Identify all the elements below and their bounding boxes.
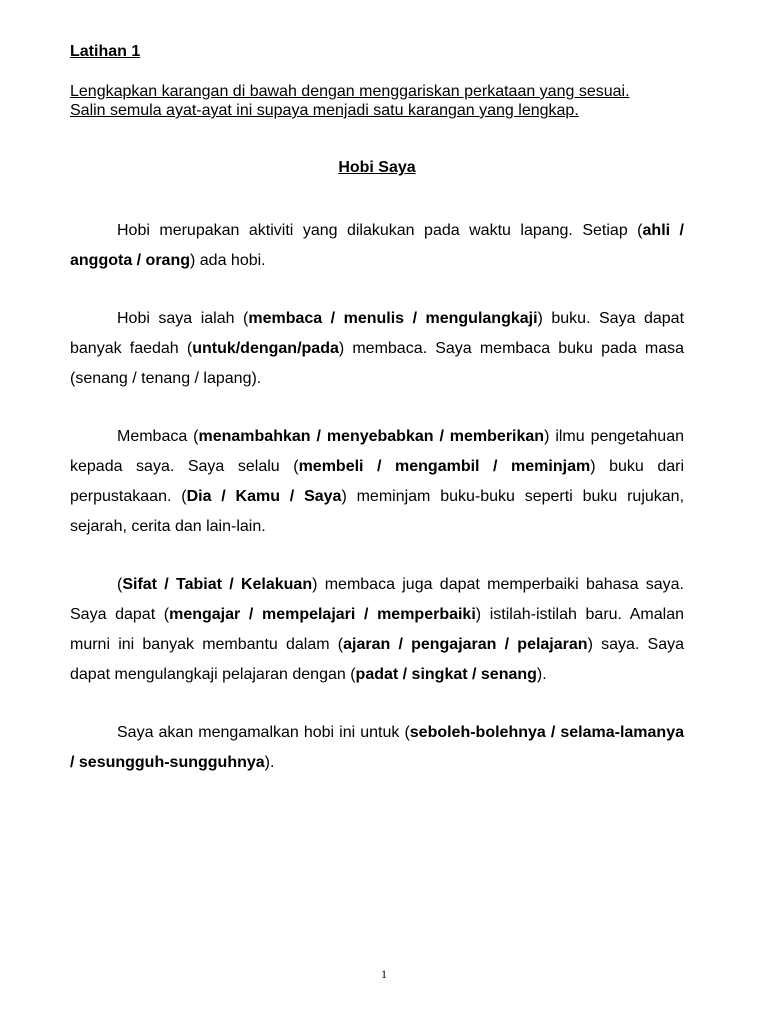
essay-paragraph [70,570,684,690]
paragraph-text: Saya akan mengamalkan hobi ini untuk ( [117,724,410,741]
paragraph-text: ( [117,576,123,593]
instruction-line-1: Lengkapkan karangan di bawah dengan menggariskan perkataan yang sesuai. [70,83,630,100]
paragraph-text: ) buku. Saya dapat banyak faedah ( [70,310,685,357]
paragraph-text: ). [536,666,547,683]
exercise-title: Latihan 1 [70,43,141,60]
essay-paragraph [70,422,684,542]
document-page [70,42,684,806]
word-options: menambahkan / menyebabkan / memberikan [198,428,545,445]
instructions [70,82,684,120]
paragraph-text: Membaca ( [117,428,199,445]
word-options: seboleh-bolehnya / selama-lamanya / sesungguh-sungguhnya [70,724,684,771]
paragraph-text: ) buku dari perpustakaan. ( [70,458,684,505]
instruction-line-2: Salin semula ayat-ayat ini supaya menjadi satu karangan yang lengkap. [70,102,579,119]
word-options: Dia / Kamu / Saya [186,488,342,505]
essay-paragraph [70,718,684,778]
paragraph-text: ) membaca juga dapat memperbaiki bahasa saya. Saya dapat ( [70,576,685,623]
word-options: untuk/dengan/pada [192,340,339,357]
essay-body [70,216,684,778]
paragraph-text: Hobi saya ialah ( [117,310,249,327]
paragraph-text: ) membaca. Saya membaca buku pada masa (senang / tenang / lapang). [70,340,684,387]
paragraph-text: ) ada hobi. [190,252,266,269]
essay-paragraph [70,304,684,394]
paragraph-text: Hobi merupakan aktiviti yang dilakukan pada waktu lapang. Setiap ( [117,222,643,239]
word-options: membeli / mengambil / meminjam [298,458,591,475]
page-number: 1 [381,967,387,981]
word-options: membaca / menulis / mengulangkaji [248,310,538,327]
paragraph-text: ) saya. Saya dapat mengulangkaji pelajaran dengan ( [70,636,684,683]
paragraph-text: ). [264,754,275,771]
word-options: ajaran / pengajaran / pelajaran [343,636,588,653]
word-options: ahli / anggota / orang [70,222,684,269]
word-options: padat / singkat / senang [355,666,537,683]
word-options: mengajar / mempelajari / memperbaiki [169,606,476,623]
essay-paragraph [70,216,684,276]
word-options: Sifat / Tabiat / Kelakuan [122,576,313,593]
paragraph-text: ) ilmu pengetahuan kepada saya. Saya selalu ( [70,428,685,475]
paragraph-text: ) meminjam buku-buku seperti buku rujukan, sejarah, cerita dan lain-lain. [70,488,685,535]
essay-title: Hobi Saya [338,159,416,176]
paragraph-text: ) istilah-istilah baru. Amalan murni ini banyak membantu dalam ( [70,606,684,653]
